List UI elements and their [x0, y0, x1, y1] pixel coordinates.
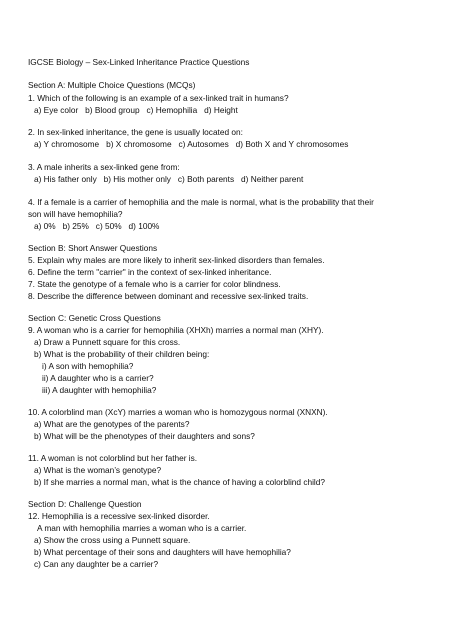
question-9b-iii: iii) A daughter with hemophilia? [42, 385, 157, 395]
question-10: 10. A colorblind man (XcY) marries a woman who is homozygous normal (XNXN). [28, 407, 328, 417]
question-2: 2. In sex-linked inheritance, the gene is usually located on: [28, 127, 243, 137]
question-10b: b) What will be the phenotypes of their daughters and sons? [34, 431, 255, 441]
question-9b: b) What is the probability of their children being: [34, 349, 210, 359]
question-4-options: a) 0% b) 25% c) 50% d) 100% [34, 221, 160, 231]
question-6: 6. Define the term "carrier" in the context of sex-linked inheritance. [28, 267, 272, 277]
question-12: 12. Hemophilia is a recessive sex-linked disorder. [28, 511, 210, 521]
question-12-intro: A man with hemophilia marries a woman who is a carrier. [37, 523, 247, 533]
question-12a: a) Show the cross using a Punnett square. [34, 535, 191, 545]
question-7: 7. State the genotype of a female who is a carrier for color blindness. [28, 279, 281, 289]
section-b-heading: Section B: Short Answer Questions [28, 243, 158, 253]
question-11a: a) What is the woman’s genotype? [34, 465, 162, 475]
question-12b: b) What percentage of their sons and daughters will have hemophilia? [34, 547, 291, 557]
question-5: 5. Explain why males are more likely to inherit sex-linked disorders than females. [28, 255, 325, 265]
question-8: 8. Describe the difference between dominant and recessive sex-linked traits. [28, 291, 309, 301]
question-4-line-1: 4. If a female is a carrier of hemophilia and the male is normal, what is the probability that their [28, 197, 374, 207]
document-title: IGCSE Biology – Sex-Linked Inheritance Practice Questions [28, 57, 250, 67]
question-3: 3. A male inherits a sex-linked gene from: [28, 162, 180, 172]
question-4-line-2: son will have hemophilia? [28, 209, 123, 219]
question-9b-ii: ii) A daughter who is a carrier? [42, 373, 154, 383]
question-9b-i: i) A son with hemophilia? [42, 361, 134, 371]
question-9a: a) Draw a Punnett square for this cross. [34, 337, 181, 347]
question-11b: b) If she marries a normal man, what is the chance of having a colorblind child? [34, 477, 325, 487]
question-3-options: a) His father only b) His mother only c) Both parents d) Neither parent [34, 174, 304, 184]
section-d-heading: Section D: Challenge Question [28, 499, 142, 509]
question-10a: a) What are the genotypes of the parents? [34, 419, 190, 429]
section-a-heading: Section A: Multiple Choice Questions (MCQs) [28, 80, 196, 90]
section-c-heading: Section C: Genetic Cross Questions [28, 313, 161, 323]
question-1-options: a) Eye color b) Blood group c) Hemophilia d) Height [34, 105, 238, 115]
question-12c: c) Can any daughter be a carrier? [34, 559, 159, 569]
question-9: 9. A woman who is a carrier for hemophilia (XHXh) marries a normal man (XHY). [28, 325, 324, 335]
question-1: 1. Which of the following is an example of a sex-linked trait in humans? [28, 93, 289, 103]
question-2-options: a) Y chromosome b) X chromosome c) Autosomes d) Both X and Y chromosomes [34, 139, 349, 149]
question-11: 11. A woman is not colorblind but her father is. [28, 453, 198, 463]
